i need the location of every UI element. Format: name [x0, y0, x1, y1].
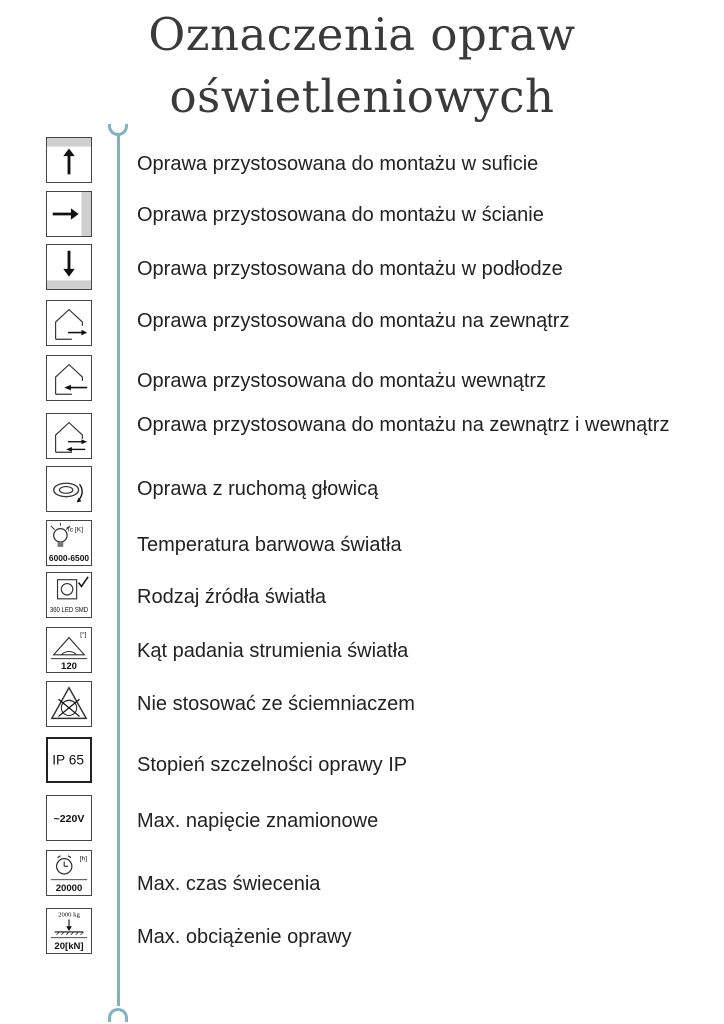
beam-angle-value: 120 [61, 661, 77, 673]
floor-mount-icon [46, 244, 92, 290]
color-temp-range: 6000-6500 [48, 553, 90, 564]
item-label-wall: Oprawa przystosowana do montażu w ścianie [137, 204, 544, 226]
lifetime-icon [46, 850, 92, 896]
title-line-2: oświetleniowych [169, 70, 555, 123]
item-label-beam-angle: Kąt padania strumienia światła [137, 640, 409, 662]
item-label-ip-rating: Stopień szczelności oprawy IP [137, 754, 408, 776]
beam-angle-icon [46, 627, 92, 673]
ip-rating-icon [46, 737, 92, 783]
outdoor-mount-icon [46, 300, 92, 346]
lifetime-value: 20000 [55, 883, 83, 895]
max-load-weight: 2000 kg [58, 911, 80, 919]
timeline-line [117, 134, 120, 1006]
item-label-color-temperature: Temperatura barwowa światła [137, 534, 402, 556]
voltage-value: ~220V [53, 812, 85, 825]
wall-mount-icon [46, 191, 92, 237]
item-label-voltage: Max. napięcie znamionowe [137, 810, 379, 832]
timeline-bottom-cap [108, 1008, 128, 1022]
item-label-floor: Oprawa przystosowana do montażu w podłodze [137, 258, 563, 280]
no-dimmer-icon [46, 681, 92, 727]
item-label-outdoor: Oprawa przystosowana do montażu na zewnątrz [137, 310, 570, 332]
item-label-indoor: Oprawa przystosowana do montażu wewnątrz [137, 370, 547, 392]
ip-rating-value: IP 65 [52, 752, 84, 768]
movable-head-icon [46, 466, 92, 512]
item-label-max-load: Max. obciążenie oprawy [137, 926, 352, 948]
title-line-1: Oznaczenia opraw [148, 8, 576, 61]
light-source-text: 360 LED SMD [49, 605, 89, 615]
voltage-icon [46, 795, 92, 841]
light-source-icon [46, 572, 92, 618]
max-load-icon [46, 908, 92, 954]
lifetime-unit: [h] [79, 855, 88, 863]
item-label-lifetime: Max. czas świecenia [137, 873, 321, 895]
item-label-no-dimmer: Nie stosować ze ściemniaczem [137, 693, 415, 715]
indoor-outdoor-mount-icon [46, 413, 92, 459]
item-label-ceiling: Oprawa przystosowana do montażu w suficie [137, 153, 539, 175]
color-temp-unit: Tc [K] [66, 526, 84, 534]
item-label-movable-head: Oprawa z ruchomą głowicą [137, 478, 379, 500]
max-load-value: 20[kN] [54, 941, 84, 953]
indoor-mount-icon [46, 355, 92, 401]
item-label-indoor-outdoor: Oprawa przystosowana do montażu na zewnątrz i wewnątrz [137, 414, 670, 436]
ceiling-mount-icon [46, 137, 92, 183]
item-label-light-source: Rodzaj źródła światła [137, 586, 326, 608]
beam-angle-unit: [°] [80, 631, 87, 639]
page-title [0, 4, 724, 128]
color-temperature-icon [46, 520, 92, 566]
